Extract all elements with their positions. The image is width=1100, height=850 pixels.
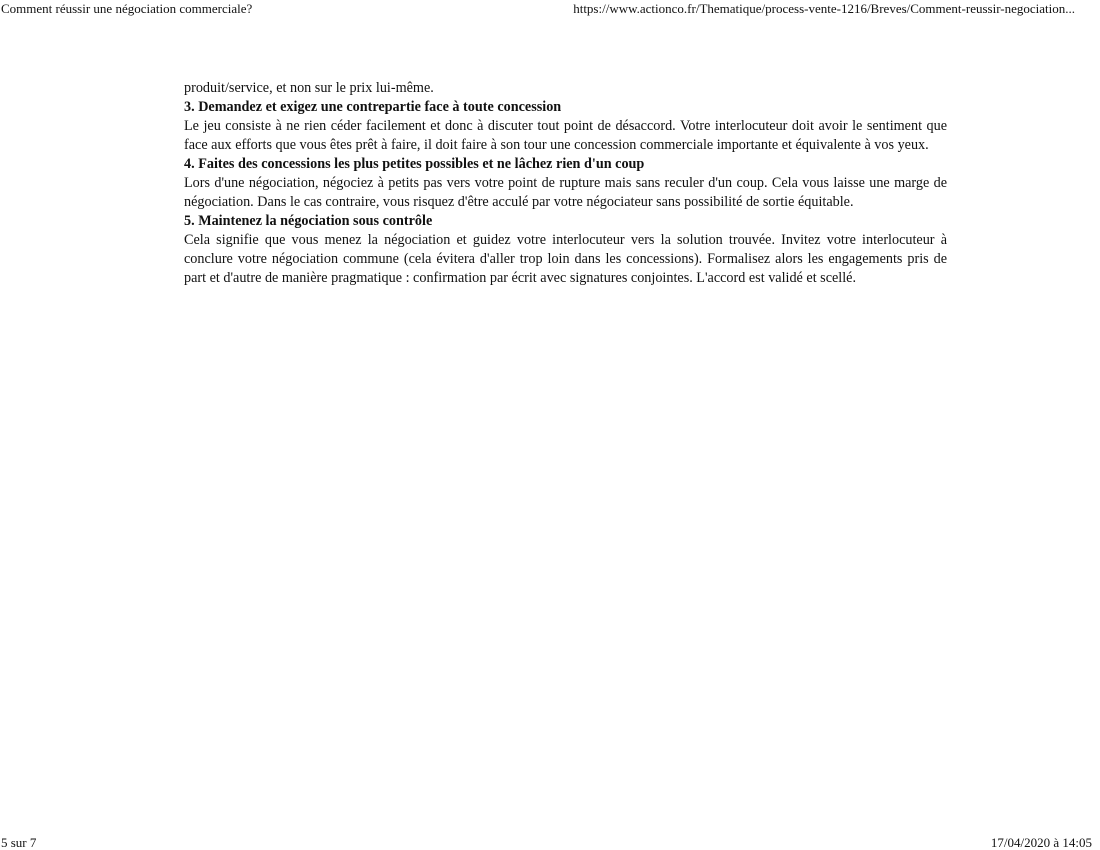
print-footer-page-number: 5 sur 7	[1, 835, 37, 850]
intro-paragraph-fragment: produit/service, et non sur le prix lui-même.	[184, 80, 434, 96]
section-5-heading: 5. Maintenez la négociation sous contrôle	[184, 213, 433, 229]
section-3-heading: 3. Demandez et exigez une contrepartie face à toute concession	[184, 99, 562, 115]
section-4-heading: 4. Faites des concessions les plus petites possibles et ne lâchez rien d'un coup	[184, 156, 645, 172]
print-header-url: https://www.actionco.fr/Thematique/process-vente-1216/Breves/Comment-reussir-negociation...	[573, 1, 1075, 16]
print-footer-date: 17/04/2020 à 14:05	[990, 835, 1092, 850]
print-header-page-title: Comment réussir une négociation commerciale?	[1, 1, 253, 16]
section-4-body: Lors d'une négociation, négociez à petits pas vers votre point de rupture mais sans reculer d'un coup. Cela vous laisse une marge de négociation. Dans le cas contraire, vous risquez d'être acculé par votre négociateur sans possibilité de sortie équitable.	[184, 175, 947, 210]
section-5-body: Cela signifie que vous menez la négociation et guidez votre interlocuteur vers la solution trouvée. Invitez votre interlocuteur à conclure votre négociation commune (cela évitera d'aller trop loin dans les concessions). Formalisez alors les engagements pris de part et d'autre de manière pragmatique : confirmation par écrit avec signatures conjointes. L'accord est validé et scellé.	[184, 232, 947, 286]
article-body	[184, 79, 947, 288]
section-3-body: Le jeu consiste à ne rien céder facilement et donc à discuter tout point de désaccord. Votre interlocuteur doit avoir le sentiment que face aux efforts que vous êtes prêt à faire, il doit faire à son tour une concession commerciale importante et équivalente à vos yeux.	[184, 118, 947, 153]
